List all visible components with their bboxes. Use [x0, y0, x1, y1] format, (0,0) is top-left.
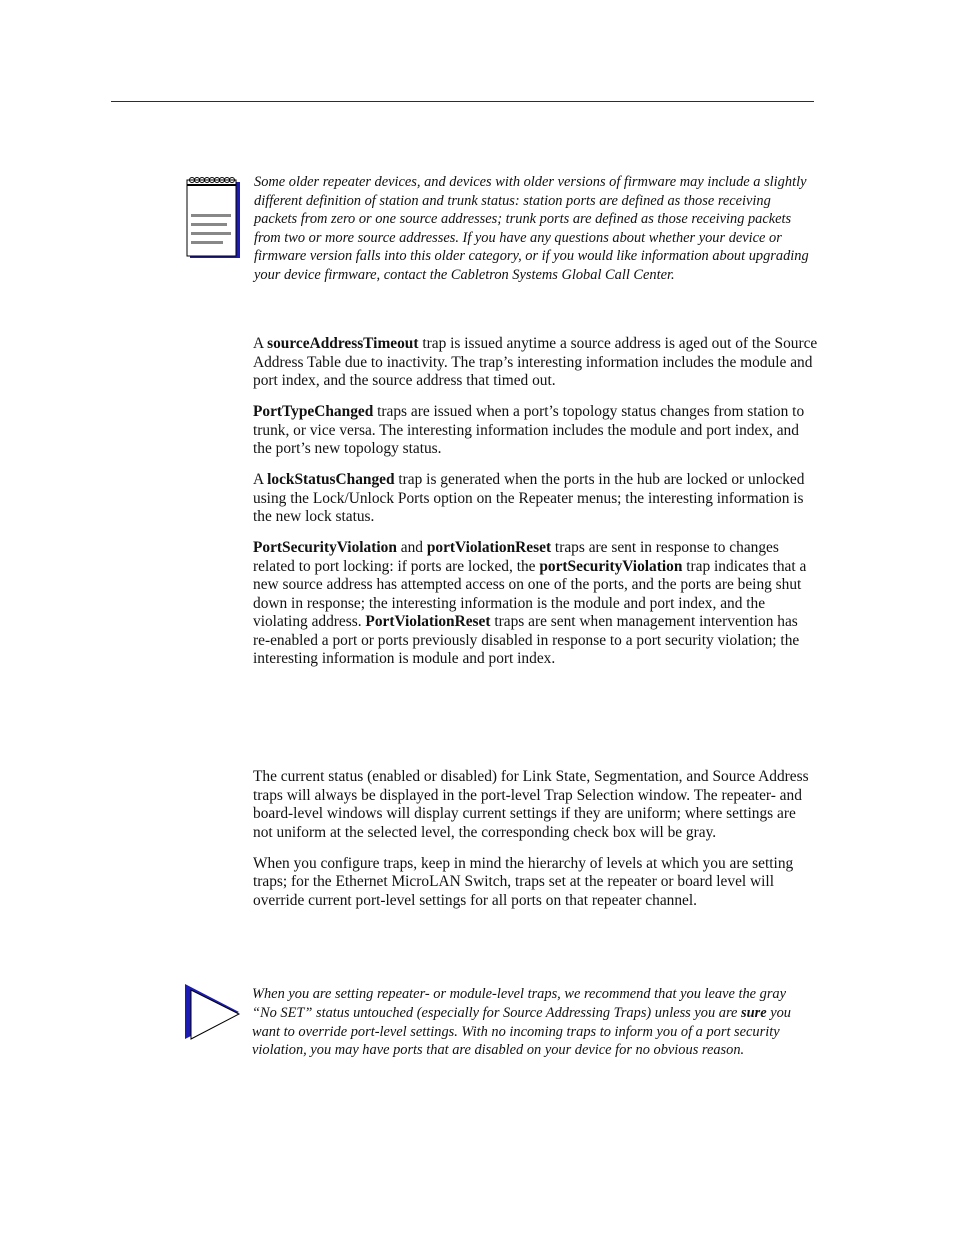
paragraph-hierarchy: When you configure traps, keep in mind the hierarchy of levels at which you are setting traps; for the Ethernet MicroLAN Switch, traps set at the repeater or board level will override current port-level settings for all ports on that repeater channel. — [253, 854, 794, 909]
note-text: Some older repeater devices, and devices with older versions of firmware may include a slightly different definition of station and trunk status: station ports are defined as those receiving packets from zero or one source addresses; trunk ports are defined as those receiving packets from two or more source addresses. If you have any questions about whether your device or firmware version falls into this older category, or if you would like information about upgrading your device firmware, contact the Cabletron Systems Global Call Center. — [254, 174, 809, 283]
term-sourceaddresstimeout: sourceAddressTimeout — [267, 335, 419, 352]
trap-status-section — [253, 768, 818, 923]
paragraph-source-address-timeout: A sourceAddressTimeout trap is issued anytime a source address is aged out of the Source Address Table due to inactivity. The trap’s interesting information includes the module and port index, and the source address that timed out. — [253, 335, 818, 389]
tip-text: When you are setting repeater- or module-level traps, we recommend that you leave the gray “No SET” status untouched (especially for Source Addressing Traps) unless you are sure you want to override port-level settings. With no incoming traps to inform you of a port security violation, you may have ports that are disabled on your device for no obvious reason. — [252, 986, 791, 1059]
paragraph-port-security: PortSecurityViolation and portViolationReset traps are sent in response to changes related to port locking: if ports are locked, the portSecurityViolation trap indicates that a new source address has attempted access on one of the ports, and the ports are being shut down in response; the interesting information is the module and port index, and the violating address. PortViolationReset traps are sent when management intervention has re-enabled a port or ports previously disabled in response to a port security violation; the interesting information is module and port index. — [253, 539, 807, 667]
term-portviolationreset: portViolationReset — [426, 539, 552, 556]
term-porttypechanged: PortTypeChanged — [253, 403, 374, 420]
trap-descriptions — [253, 335, 818, 681]
term-portviolationreset-2: PortViolationReset — [365, 613, 491, 630]
term-portsecurityviolation-2: portSecurityViolation — [539, 557, 683, 575]
header-rule — [111, 101, 814, 102]
term-lockstatuschanged: lockStatusChanged — [267, 471, 395, 488]
paragraph-port-type-changed: PortTypeChanged traps are issued when a port’s topology status changes from station to trunk, or vice versa. The interesting information includes the module and port index, and the port’s new topology status. — [253, 403, 805, 457]
triangle-pointer-icon — [184, 983, 242, 1041]
paragraph-lock-status-changed: A lockStatusChanged trap is generated when the ports in the hub are locked or unlocked using the Lock/Unlock Ports option on the Repeater menus; the interesting information is the new lock status. — [253, 471, 805, 525]
notepad-icon — [186, 176, 242, 260]
term-portsecurityviolation: PortSecurityViolation — [253, 539, 397, 556]
tip-emphasis: sure — [741, 1004, 767, 1021]
paragraph-current-status: The current status (enabled or disabled) for Link State, Segmentation, and Source Address traps will always be displayed in the port-level Trap Selection window. The repeater- and board-level windows will display current settings if they are uniform; where settings are not uniform at the selected level, the corresponding check box will be gray. — [253, 768, 809, 841]
